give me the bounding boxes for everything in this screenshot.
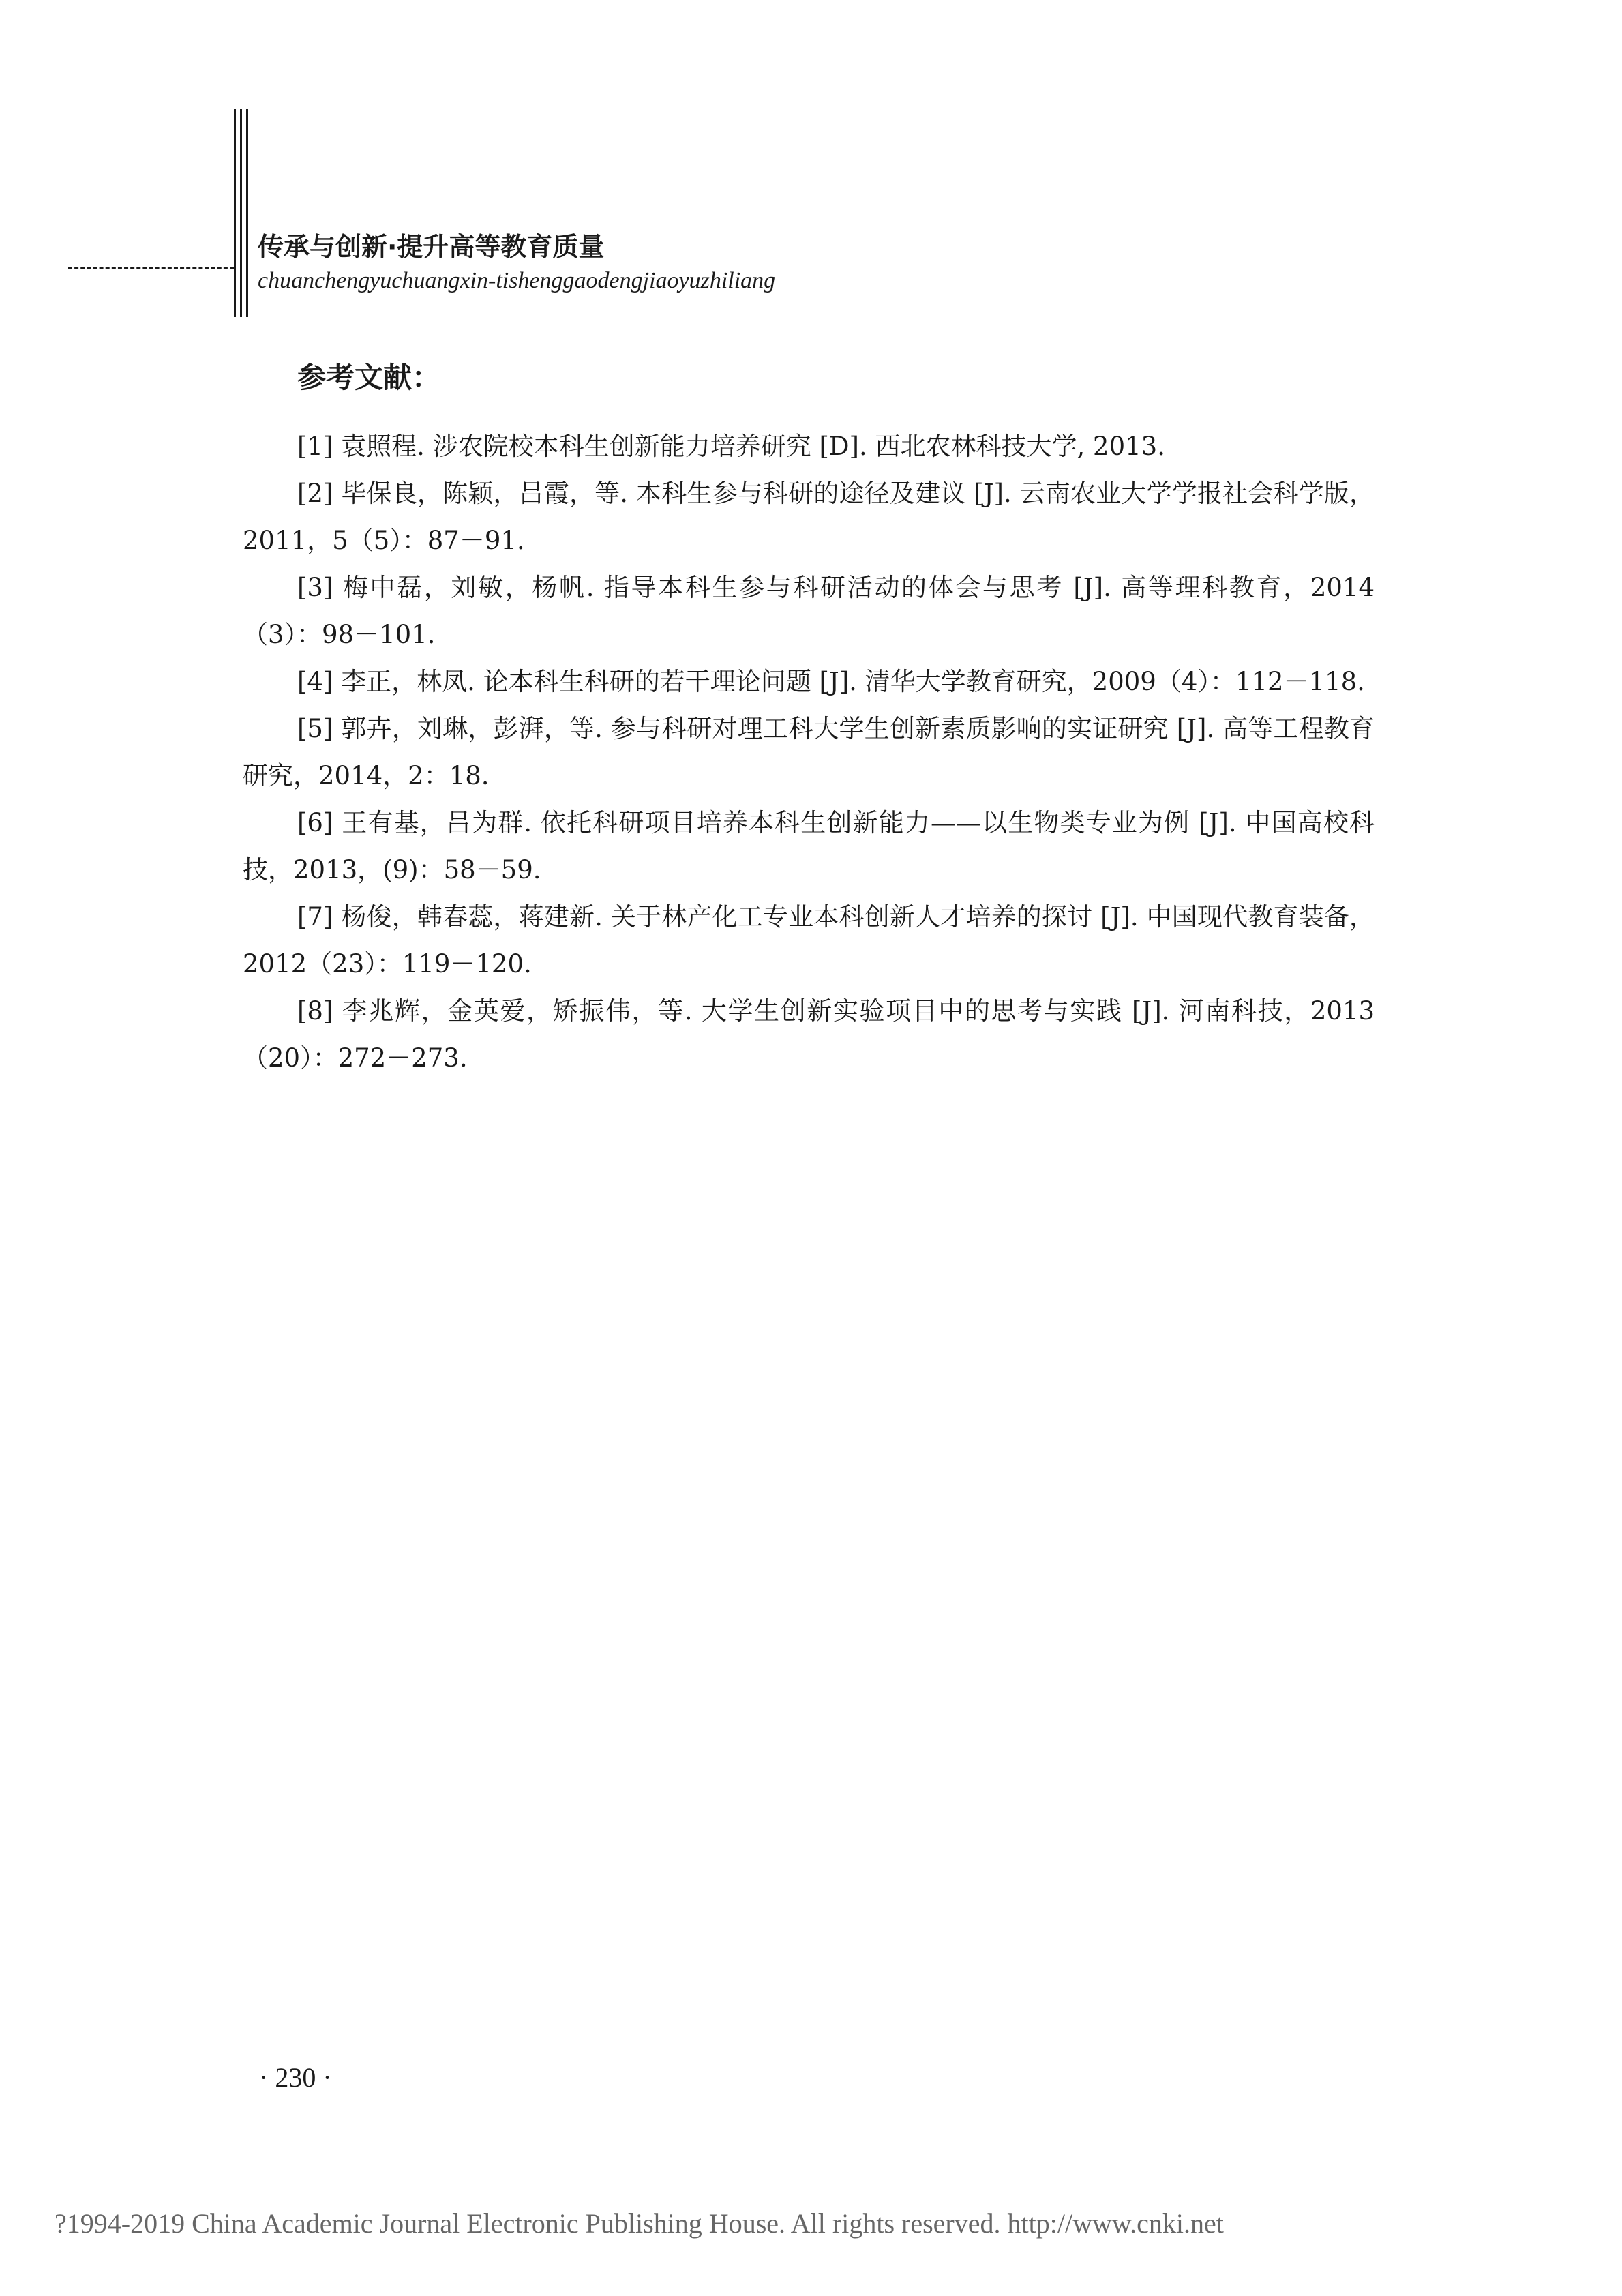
reference-item-7: [7] 杨俊，韩春蕊，蒋建新. 关于林产化工专业本科创新人才培养的探讨 [J]. 中国现代教育装备，2012（23）：119－120. [243,902,1375,979]
reference-item-6: [6] 王有基，吕为群. 依托科研项目培养本科生创新能力——以生物类专业为例 [J]. 中国高校科技，2013，(9)：58－59. [243,808,1375,884]
running-header-pinyin: chuanchengyuchuangxin-tishenggaodengjiaoyuzhiliang [258,268,776,293]
header-vertical-rule-1 [234,109,236,317]
reference-item-5: [5] 郭卉，刘琳，彭湃，等. 参与科研对理工科大学生创新素质影响的实证研究 [J]. 高等工程教育研究，2014，2：18. [243,714,1375,790]
reference-item-1: [1] 袁照程. 涉农院校本科生创新能力培养研究 [D]. 西北农林科技大学, 2013. [297,432,1165,461]
reference-item-3: [3] 梅中磊，刘敏，杨帆. 指导本科生参与科研活动的体会与思考 [J]. 高等理科教育，2014（3）：98－101. [243,573,1375,649]
header-dashed-rule [68,267,234,269]
reference-item-8: [8] 李兆辉，金英爱，矫振伟，等. 大学生创新实验项目中的思考与实践 [J]. 河南科技，2013（20）：272－273. [243,996,1375,1073]
reference-item-4: [4] 李正，林凤. 论本科生科研的若干理论问题 [J]. 清华大学教育研究，2009（4）：112－118. [297,667,1365,696]
reference-list [243,423,1375,1082]
reference-item-2: [2] 毕保良，陈颖，吕霞，等. 本科生参与科研的途径及建议 [J]. 云南农业大学学报社会科学版，2011，5（5）：87－91. [243,479,1375,555]
header-vertical-rule-3 [246,109,248,317]
copyright-footer: ?1994-2019 China Academic Journal Electronic Publishing House. All rights reserved. http://www.cnki.net [55,2208,1224,2239]
page-number: · 230 · [259,2062,332,2093]
running-header-title: 传承与创新·提升高等教育质量 [258,232,605,262]
references-heading: 参考文献： [297,361,441,394]
header-vertical-rule-2 [240,109,242,317]
